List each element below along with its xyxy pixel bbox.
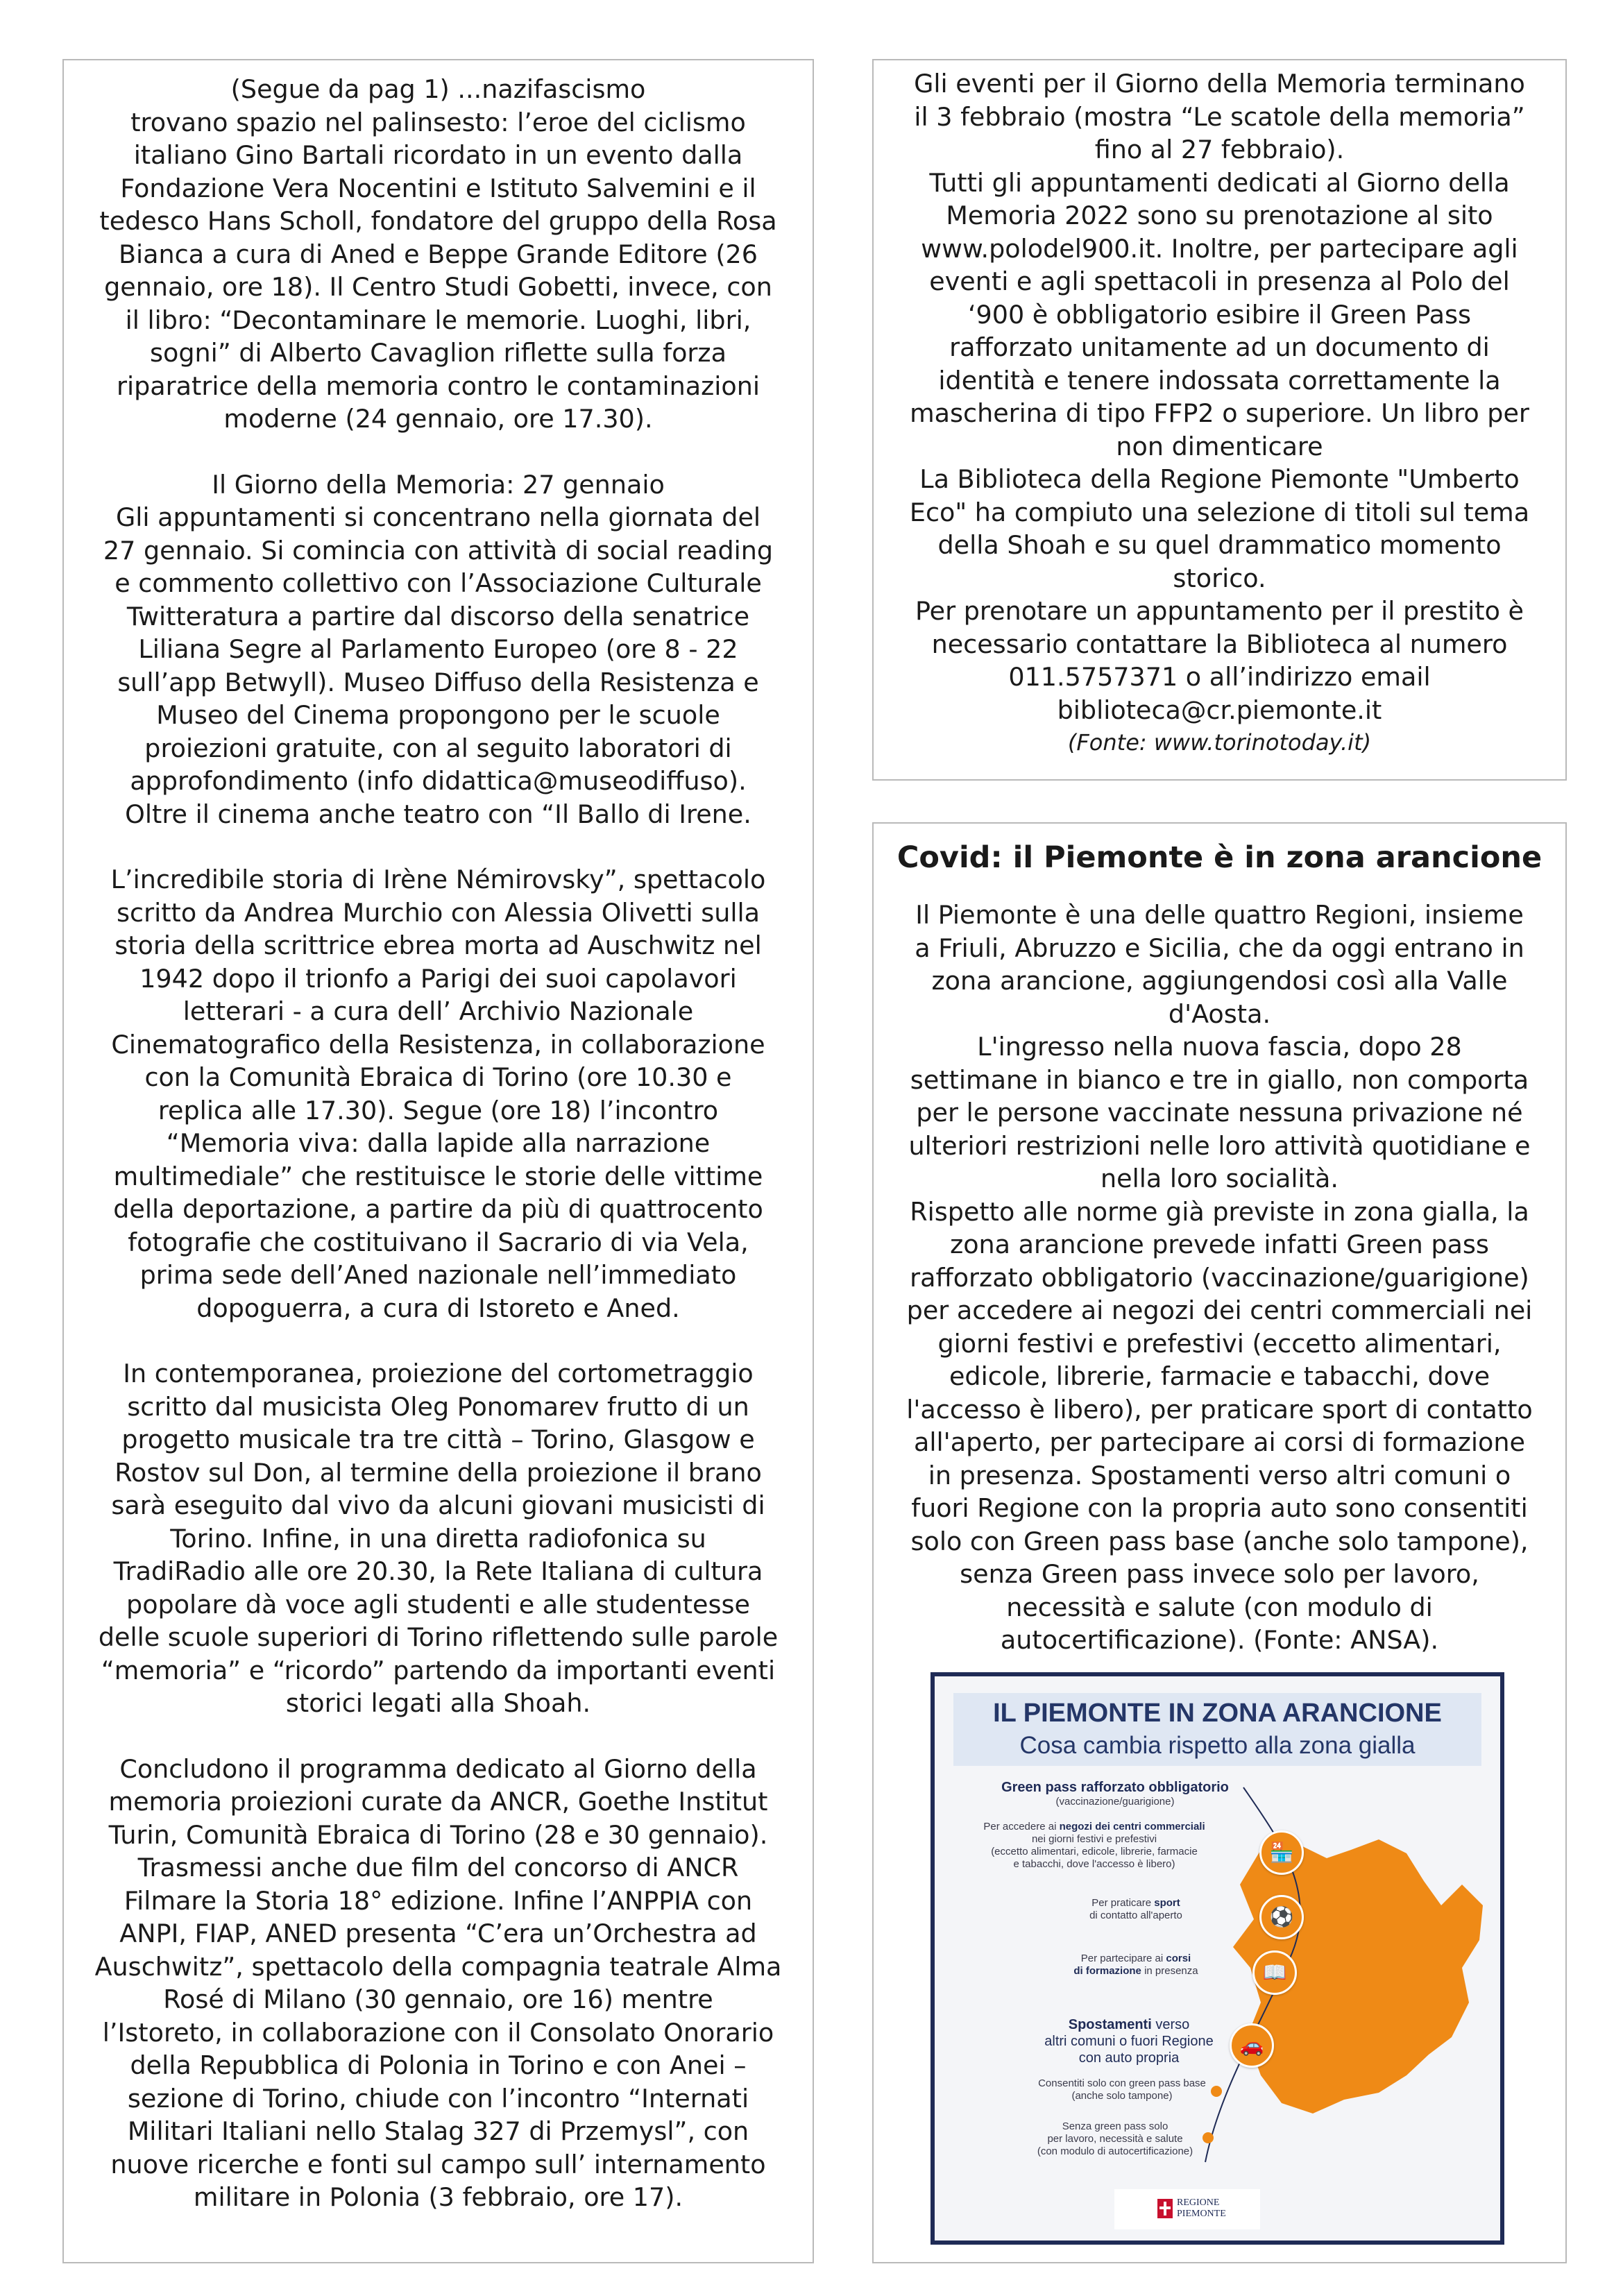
text-line: “memoria” e “ricordo” partendo da importanti eventi <box>101 1655 776 1685</box>
text-line: nella loro socialità. <box>1101 1164 1339 1193</box>
text-line: Eco" ha compiuto una selezione di titoli sul tema <box>909 497 1530 527</box>
text-line: TradiRadio alle ore 20.30, la Rete Italiana di cultura <box>113 1556 763 1586</box>
text-line: a Friuli, Abruzzo e Sicilia, che da oggi entrano in <box>915 933 1524 963</box>
text-line: zona arancione, aggiungendosi così alla Valle <box>931 966 1508 996</box>
text-line: Filmare la Storia 18° edizione. Infine l’ANPPIA con <box>124 1885 753 1916</box>
text-line: l’Istoreto, in collaborazione con il Consolato Onorario <box>102 2017 774 2048</box>
memoria-article-box <box>872 59 1567 781</box>
covid-heading: Covid: il Piemonte è in zona arancione <box>897 840 1543 875</box>
text-line: www.polodel900.it. Inoltre, per partecipare agli <box>921 233 1518 264</box>
text-line: per le persone vaccinate nessuna privazione né <box>916 1098 1523 1128</box>
gp-title: Green pass rafforzato obbligatorio <box>1001 1780 1229 1795</box>
text-line: d'Aosta. <box>1168 998 1271 1029</box>
text-line: scritto da Andrea Murchio con Alessia Olivetti sulla <box>116 897 760 928</box>
item-courses: Per partecipare ai corsi di formazione in presenza <box>1073 1953 1198 1977</box>
text-line: senza Green pass invece solo per lavoro, <box>960 1559 1479 1589</box>
text-line: settimane in bianco e tre in giallo, non comporta <box>910 1064 1529 1095</box>
text-line: eventi e agli spettacoli in presenza al Polo del <box>929 266 1510 296</box>
text-line: il libro: “Decontaminare le memorie. Luoghi, libri, <box>125 305 751 335</box>
text-line: sull’app Betwyll). Museo Diffuso della Resistenza e <box>117 667 759 697</box>
text-line: l'accesso è libero), per praticare sport di contatto <box>906 1394 1533 1425</box>
item-sport: Per praticare sport di contatto all'aperto <box>1089 1897 1182 1921</box>
text-line: Museo del Cinema propongono per le scuole <box>156 700 720 730</box>
text-line: fuori Regione con la propria auto sono consentiti <box>911 1493 1528 1523</box>
text-line: autocertificazione). (Fonte: ANSA). <box>1000 1625 1439 1655</box>
move-without-gp: Senza green pass solo per lavoro, necessità e salute (con modulo di autocertificazione) <box>1037 2120 1193 2157</box>
text-line: L'ingresso nella nuova fascia, dopo 28 <box>977 1032 1462 1062</box>
text-line: proiezioni gratuite, con al seguito laboratori di <box>144 733 732 763</box>
text-line: italiano Gino Bartali ricordato in un evento dalla <box>133 140 743 170</box>
text-line: approfondimento (info didattica@museodiffuso). <box>130 766 747 796</box>
text-line: trovano spazio nel palinsesto: l’eroe del ciclismo <box>130 107 746 137</box>
text-line: rafforzato obbligatorio (vaccinazione/guarigione) <box>910 1262 1529 1293</box>
course-icon: 📖 <box>1252 1950 1297 1995</box>
text-line: storia della scrittrice ebrea morta ad Auschwitz nel <box>114 930 762 960</box>
text-line: replica alle 17.30). Segue (ore 18) l’incontro <box>158 1095 719 1125</box>
text-line: Rostov sul Don, al termine della proiezione il brano <box>114 1457 762 1488</box>
text-line: il 3 febbraio (mostra “Le scatole della memoria” <box>914 101 1525 132</box>
text-line: ulteriori restrizioni nelle loro attività quotidiane e <box>908 1130 1531 1161</box>
text-line: edicole, librerie, farmacie e tabacchi, dove <box>949 1361 1490 1391</box>
left-article-text <box>74 73 803 2214</box>
text-line: Twitteratura a partire dal discorso della senatrice <box>126 601 750 631</box>
text-line: moderne (24 gennaio, ore 17.30). <box>223 404 653 434</box>
car-icon: 🚗 <box>1230 2023 1274 2068</box>
text-line: (Segue da pag 1) ...nazifascismo <box>230 74 646 104</box>
text-line: 1942 dopo il trionfo a Parigi dei suoi capolavori <box>139 963 737 994</box>
text-line: 011.5757371 o all’indirizzo email <box>1008 662 1431 692</box>
text-line: necessità e salute (con modulo di <box>1006 1592 1433 1622</box>
text-line: mascherina di tipo FFP2 o superiore. Un libro per <box>910 398 1529 428</box>
text-line: Turin, Comunità Ebraica di Torino (28 e 30 gennaio). <box>108 1819 768 1850</box>
text-line: non dimenticare <box>1116 431 1323 461</box>
text-line: della Repubblica di Polonia in Torino e con Anei – <box>130 2050 747 2080</box>
text-line: ANPI, FIAP, ANED presenta “C’era un’Orchestra ad <box>119 1919 757 1948</box>
text-line: Il Giorno della Memoria: 27 gennaio <box>212 469 665 500</box>
text-line: identità e tenere indossata correttamente la <box>938 365 1501 396</box>
text-line: giorni festivi e prefestivi (eccetto alimentari, <box>937 1328 1502 1359</box>
text-line: 27 gennaio. Si comincia con attività di social reading <box>103 535 774 566</box>
text-line: sezione di Torino, chiude con l’incontro “Internati <box>127 2083 749 2114</box>
article-source: (Fonte: www.torinotoday.it) <box>1067 729 1372 756</box>
text-line: Per prenotare un appuntamento per il prestito è <box>915 596 1524 626</box>
text-line: necessario contattare la Biblioteca al numero <box>931 629 1508 659</box>
text-line: popolare dà voce agli studenti e alle studentesse <box>126 1589 750 1619</box>
text-line: Gli eventi per il Giorno della Memoria terminano <box>914 69 1525 99</box>
left-article-box <box>62 59 814 2263</box>
text-line: ‘900 è obbligatorio esibire il Green Pass <box>967 299 1472 330</box>
text-line: Auschwitz”, spettacolo della compagnia teatrale Alma <box>94 1951 782 1982</box>
text-line: militare in Polonia (3 febbraio, ore 17). <box>193 2182 683 2212</box>
text-line: Rosé di Milano (30 gennaio, ore 16) mentre <box>163 1984 713 2014</box>
text-line: sogni” di Alberto Cavaglion riflette sulla forza <box>150 338 726 368</box>
text-line: Memoria 2022 sono su prenotazione al sito <box>946 201 1493 230</box>
text-line: Concludono il programma dedicato al Giorno della <box>119 1753 757 1784</box>
text-line: riparatrice della memoria contro le contaminazioni <box>116 371 760 401</box>
text-line: scritto dal musicista Oleg Ponomarev frutto di un <box>127 1391 749 1422</box>
text-line: fotografie che costituivano il Sacrario di via Vela, <box>128 1227 749 1257</box>
text-line: rafforzato unitamente ad un documento di <box>949 332 1490 362</box>
regione-piemonte-logo: REGIONE PIEMONTE <box>1114 2189 1260 2229</box>
gp-subtitle: (vaccinazione/guarigione) <box>1055 1796 1175 1808</box>
text-line: In contemporanea, proiezione del cortometraggio <box>123 1359 754 1388</box>
text-line: multimediale” che restituisce le storie delle vittime <box>113 1161 763 1191</box>
text-line: Trasmessi anche due film del concorso di ANCR <box>137 1853 739 1882</box>
text-line: per accedere ai negozi dei centri commerciali nei <box>906 1295 1533 1325</box>
text-line: solo con Green pass base (anche solo tampone), <box>910 1526 1529 1556</box>
shop-icon: 🏪 <box>1259 1830 1304 1875</box>
text-line: Militari Italiani nello Stalag 327 di Przemysl”, con <box>127 2116 749 2146</box>
memoria-article-text <box>881 67 1558 760</box>
text-line: Bianca a cura di Aned e Beppe Grande Editore (26 <box>118 239 758 269</box>
move-title: Spostamenti verso altri comuni o fuori Regione con auto propria <box>1044 2017 1214 2066</box>
timeline-dot <box>1203 2132 1214 2143</box>
text-line: della deportazione, a partire da più di quattrocento <box>113 1194 763 1224</box>
text-line: La Biblioteca della Regione Piemonte "Umberto <box>919 464 1520 494</box>
text-line: e commento collettivo con l’Associazione Culturale <box>114 568 762 598</box>
text-line: memoria proiezioni curate da ANCR, Goethe Institut <box>108 1787 768 1817</box>
text-line: Tutti gli appuntamenti dedicati al Giorno della <box>929 167 1510 198</box>
text-line: all'aperto, per partecipare ai corsi di formazione <box>914 1427 1525 1457</box>
text-line: gennaio, ore 18). Il Centro Studi Gobetti, invece, con <box>104 272 772 302</box>
zona-arancione-infographic <box>931 1672 1504 2245</box>
regione-flag-icon <box>1157 2199 1173 2218</box>
text-line: “Memoria viva: dalla lapide alla narrazione <box>166 1128 711 1158</box>
text-line: Torino. Infine, in una diretta radiofonica su <box>170 1523 706 1554</box>
covid-article-text <box>882 899 1557 1657</box>
text-line: Fondazione Vera Nocentini e Istituto Salvemini e il <box>120 173 756 203</box>
text-line: progetto musicale tra tre città – Torino, Glasgow e <box>121 1425 755 1454</box>
text-line: dopoguerra, a cura di Istoreto e Aned. <box>196 1293 680 1323</box>
text-line: della Shoah e su quel drammatico momento <box>937 530 1502 560</box>
text-line: tedesco Hans Scholl, fondatore del gruppo della Rosa <box>99 206 777 236</box>
text-line: Rispetto alle norme già previste in zona gialla, la <box>910 1196 1529 1227</box>
text-line: Oltre il cinema anche teatro con “Il Ballo di Irene. <box>125 799 751 829</box>
text-line: delle scuole superiori di Torino riflettendo sulle parole <box>98 1622 779 1652</box>
text-line: storici legati alla Shoah. <box>285 1688 591 1718</box>
text-line: con la Comunità Ebraica di Torino (ore 10.30 e <box>144 1062 732 1092</box>
infographic-title: IL PIEMONTE IN ZONA ARANCIONE <box>993 1699 1442 1728</box>
text-line: prima sede dell’Aned nazionale nell’immediato <box>139 1260 737 1290</box>
text-line: Il Piemonte è una delle quattro Regioni, insieme <box>915 900 1524 930</box>
text-line: letterari - a cura dell’ Archivio Nazionale <box>182 996 694 1026</box>
text-line: fino al 27 febbraio). <box>1094 135 1345 164</box>
text-line: sarà eseguito dal vivo da alcuni giovani musicisti di <box>111 1490 765 1520</box>
timeline-dot <box>1211 2086 1222 2097</box>
text-line: Gli appuntamenti si concentrano nella giornata del <box>115 502 761 532</box>
text-line: storico. <box>1173 563 1266 593</box>
text-line: Liliana Segre al Parlamento Europeo (ore 8 - 22 <box>138 634 738 664</box>
move-allowed: Consentiti solo con green pass base (anche solo tampone) <box>1038 2077 1206 2102</box>
item-shops: Per accedere ai negozi dei centri commerciali nei giorni festivi e prefestivi (eccetto alimentari, edicole, librerie, farmacie e tabacchi, dove l'accesso è libero) <box>983 1821 1205 1870</box>
text-line: biblioteca@cr.piemonte.it <box>1057 695 1382 725</box>
text-line: L’incredibile storia di Irène Némirovsky”, spettacolo <box>110 865 766 894</box>
sport-icon: ⚽ <box>1259 1895 1304 1939</box>
text-line: zona arancione prevede infatti Green pass <box>950 1230 1489 1259</box>
text-line: Cinematografico della Resistenza, in collaborazione <box>111 1029 765 1060</box>
text-line: nuove ricerche e fonti sul campo sull’ internamento <box>110 2149 766 2179</box>
text-line: in presenza. Spostamenti verso altri comuni o <box>928 1460 1511 1490</box>
infographic-subtitle: Cosa cambia rispetto alla zona gialla <box>1019 1732 1416 1759</box>
